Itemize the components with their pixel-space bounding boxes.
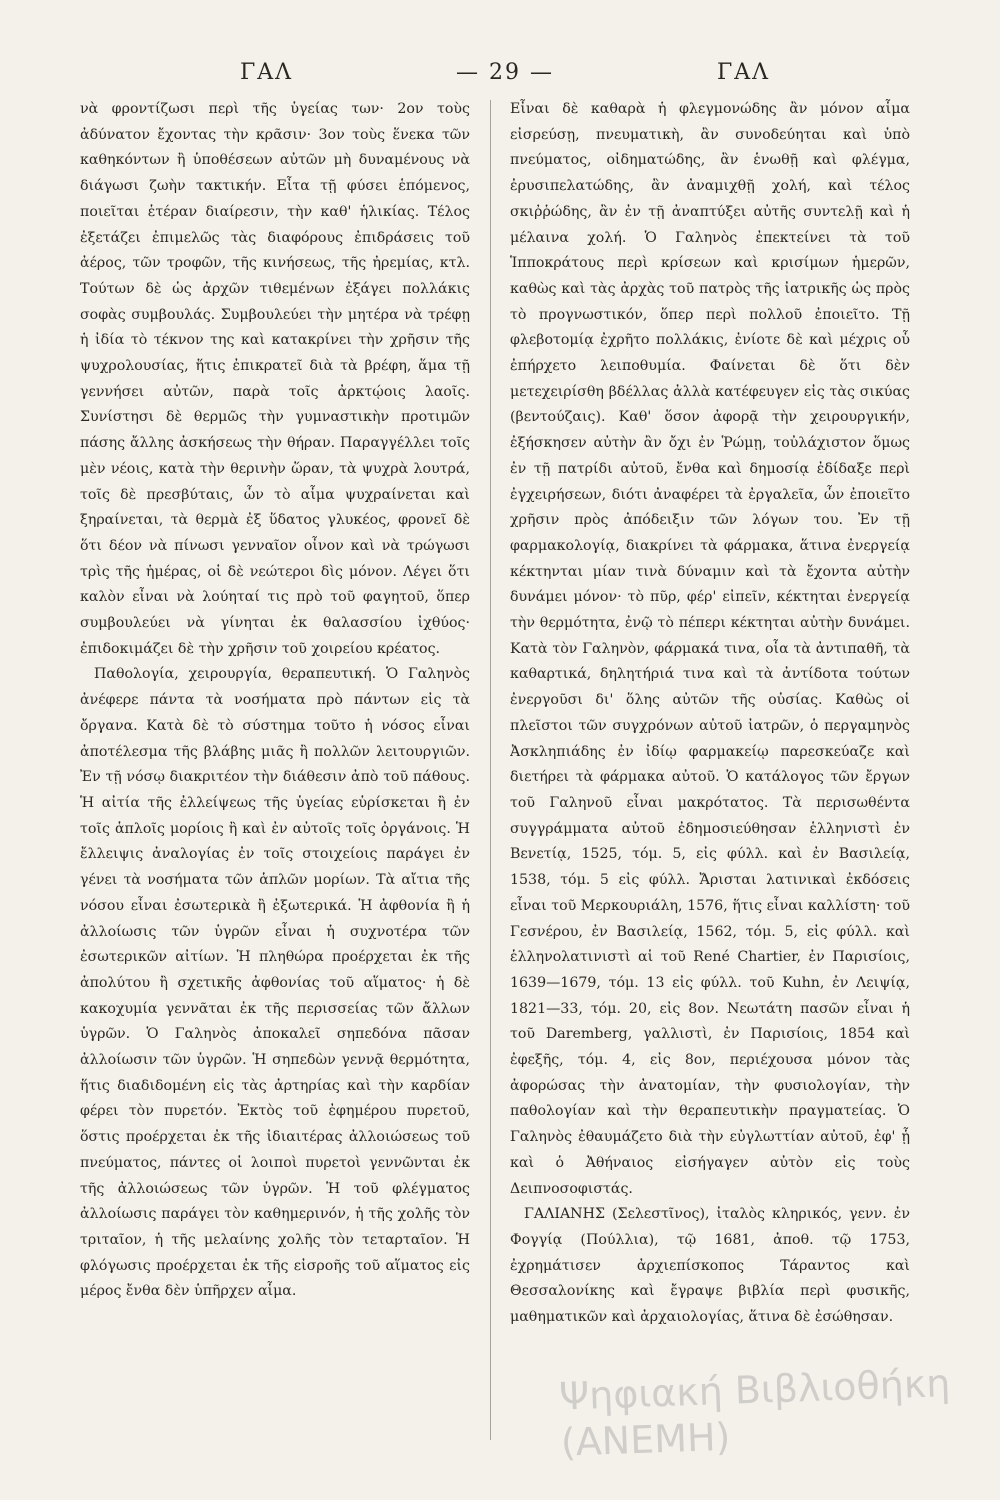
right-paragraph-galen: Εἶναι δὲ καθαρὰ ἡ φλεγμονώδης ἂν μόνον αἷμα εἰσρεύσῃ, πνευματικὴ, ἂν συνοδεύηται καὶ ὑπὸ πνεύματος, οἰδηματώδης, ἂν ἑνωθῇ καὶ φλέγμα, ἐρυσιπελατώδης, ἂν ἀναμιχθῇ χολή, καὶ τέλος σκιῤῥώδης, ἂν ἐν τῇ ἀναπτύξει αὐτῆς συντελῇ καὶ ἡ μέλαινα χολή. Ὁ Γαληνὸς ἐπεκτείνει τὰ τοῦ Ἱπποκράτους περὶ κρίσεων καὶ κρισίμων ἡμερῶν, καθὼς καὶ τὰς ἀρχὰς τοῦ πατρὸς τῆς ἰατρικῆς ὡς πρὸς τὸ προγνωστικόν, ὅπερ περὶ πολλοῦ ἐποιεῖτο. Τῇ φλεβοτομίᾳ ἐχρῆτο πολλάκις, ἐνίοτε δὲ καὶ μέχρις οὗ ἐπήρχετο λειποθυμία. Φαίνεται δὲ ὅτι δὲν μετεχειρίσθη βδέλλας ἀλλὰ κατέφευγεν εἰς τὰς σικύας (βεντούζαις). Καθ' ὅσον ἀφορᾷ τὴν χειρουργικήν, ἐξήσκησεν αὐτὴν ἂν ὄχι ἐν Ῥώμῃ, τοὐλάχιστον ὅμως ἐν τῇ πατρίδι αὐτοῦ, ἔνθα καὶ δημοσίᾳ ἐδίδαξε περὶ ἐγχειρήσεων, διότι ἀναφέρει τὰ ἐργαλεῖα, ὧν ἐποιεῖτο χρῆσιν πρὸς ἀπόδειξιν τῶν λόγων του. Ἐν τῇ φαρμακολογίᾳ, διακρίνει τὰ φάρμακα, ἅτινα ἐνεργείᾳ κέκτηνται μίαν τινὰ δύναμιν καὶ τὰ ἔχοντα αὐτὴν δυνάμει μόνον· τὸ πῦρ, φέρ' εἰπεῖν, κέκτηται ἐνεργείᾳ τὴν θερμότητα, ἐνῷ τὸ πέπερι κέκτηται αὐτὴν δυνάμει. Κατὰ τὸν Γαληνὸν, φάρμακά τινα, οἷα τὰ ἀντιπαθῆ, τὰ καθαρτικά, δηλητήριά τινα καὶ τὰ ἀντίδοτα τούτων ἐνεργοῦσι δι' ὅλης αὐτῶν τῆς οὐσίας. Καθὼς οἱ πλεῖστοι τῶν συγχρόνων αὐτοῦ ἰατρῶν, ὁ περγαμηνὸς Ἀσκληπιάδης ἐν ἰδίῳ φαρμακείῳ παρεσκεύαζε καὶ διετήρει τὰ φάρμακα αὐτοῦ. Ὁ κατάλογος τῶν ἔργων τοῦ Γαληνοῦ εἶναι μακρότατος. Τὰ περισωθέντα συγγράμματα αὐτοῦ ἐδημοσιεύθησαν ἑλληνιστὶ ἐν Βενετίᾳ, 1525, τόμ. 5, εἰς φύλλ. καὶ ἐν Βασιλείᾳ, 1538, τόμ. 5 εἰς φύλλ. Ἄρισται λατινικαὶ ἐκδόσεις εἶναι τοῦ Μερκουριάλη, 1576, ἥτις εἶναι καλλίστη· τοῦ Γεσνέρου, ἐν Βασιλείᾳ, 1562, τόμ. 5, εἰς φύλλ. καὶ ἑλληνολατινιστὶ αἱ τοῦ René Chartier, ἐν Παρισίοις, 1639—1679, τόμ. 13 εἰς φύλλ. τοῦ Kuhn, ἐν Λειψίᾳ, 1821—33, τόμ. 20, εἰς 8ον. Νεωτάτη πασῶν εἶναι ἡ τοῦ Daremberg, γαλλιστὶ, ἐν Παρισίοις, 1854 καὶ ἐφεξῆς, τόμ. 4, εἰς 8ον, περιέχουσα μόνον τὰς ἀφορώσας τὴν ἀνατομίαν, τὴν φυσιολογίαν, τὴν παθολογίαν καὶ τὴν θεραπευτικὴν πραγματείας. Ὁ Γαληνὸς ἐθαυμάζετο διὰ τὴν εὐγλωττίαν αὐτοῦ, ἐφ' ᾗ καὶ ὁ Ἀθήναιος εἰσήγαγεν αὐτὸν εἰς τοὺς Δειπνοσοφιστάς. [510,101,910,1197]
left-paragraph-hygiene: νὰ φροντίζωσι περὶ τῆς ὑγείας των· 2ον τοὺς ἀδύνατον ἔχοντας τὴν κρᾶσιν· 3ον τοὺς ἕνεκα τῶν καθηκόντων ἢ ὑποθέσεων αὐτῶν μὴ δυναμένους νὰ διάγωσι ζωὴν τακτικήν. Εἶτα τῇ φύσει ἑπόμενος, ποιεῖται ἑτέραν διαίρεσιν, τὴν καθ' ἡλικίας. Τέλος ἐξετάζει ἐπιμελῶς τὰς διαφόρους ἐπιδράσεις τοῦ ἀέρος, τῶν τροφῶν, τῆς κινήσεως, τῆς ἠρεμίας, κτλ. Τούτων δὲ ὡς ἀρχῶν τιθεμένων ἐξάγει πολλάκις σοφὰς συμβουλάς. Συμβουλεύει τὴν μητέρα νὰ τρέφῃ ἡ ἰδία τὸ τέκνον της καὶ κατακρίνει τὴν χρῆσιν τῆς ψυχρολουσίας, ἥτις ἐπικρατεῖ διὰ τὰ βρέφη, ἅμα τῇ γεννήσει αὐτῶν, παρὰ τοῖς ἀρκτῴοις λαοῖς. Συνίστησι δὲ θερμῶς τὴν γυμναστικὴν προτιμῶν πάσης ἄλλης ἀσκήσεως τὴν θήραν. Παραγγέλλει τοῖς μὲν νέοις, κατὰ τὴν θερινὴν ὥραν, τὰ ψυχρὰ λουτρά, τοῖς δὲ πρεσβύταις, ὧν τὸ αἷμα ψυχραίνεται καὶ ξηραίνεται, τὰ θερμὰ ἐξ ὕδατος γλυκέος, φρονεῖ δὲ ὅτι δέον νὰ πίνωσι γενναῖον οἶνον καὶ νὰ τρώγωσι τρὶς τῆς ἡμέρας, οἱ δὲ νεώτεροι δὶς μόνον. Λέγει ὅτι καλὸν εἶναι νὰ λούηταί τις πρὸ τοῦ φαγητοῦ, ὅπερ συμβουλεύει νὰ γίνηται ἐκ θαλασσίου ἰχθύος· ἐπιδοκιμάζει δὲ τὴν χρῆσιν τοῦ χοιρείου κρέατος. [80,101,470,657]
running-head-left: ΓΑΛ [240,59,294,85]
watermark-line-1: Ψηφιακή Βιβλιοθήκη [558,1361,951,1419]
left-column [80,97,470,1442]
right-paragraph-galianis: ΓΑΛΙΑΝΗΣ (Σελεστῖνος), ἰταλὸς κληρικός, γενν. ἐν Φογγίᾳ (Πούλλια), τῷ 1681, ἀποθ. τῷ 1753, ἐχρημάτισεν ἀρχιεπίσκοπος Τάραντος καὶ Θεσσαλονίκης καὶ ἔγραψε βιβλία περὶ φυσικῆς, μαθηματικῶν καὶ ἀρχαιολογίας, ἅτινα δὲ ἐσώθησαν. [510,1206,910,1326]
column-divider [490,100,491,1440]
watermark-line-2: (ΑΝΕΜΗ) [560,1414,732,1465]
page-number: — 29 — [456,59,554,85]
running-head-right: ΓΑΛ [716,59,770,85]
left-paragraph-pathology: Παθολογία, χειρουργία, θεραπευτική. Ὁ Γαληνὸς ἀνέφερε πάντα τὰ νοσήματα πρὸ πάντων εἰς τὰ ὄργανα. Κατὰ δὲ τὸ σύστημα τοῦτο ἡ νόσος εἶναι ἀποτέλεσμα τῆς βλάβης μιᾶς ἢ πολλῶν λειτουργιῶν. Ἐν τῇ νόσῳ διακριτέον τὴν διάθεσιν ἀπὸ τοῦ πάθους. Ἡ αἰτία τῆς ἐλλείψεως τῆς ὑγείας εὑρίσκεται ἢ ἐν τοῖς ἁπλοῖς μορίοις ἢ καὶ ἐν αὐτοῖς τοῖς ὀργάνοις. Ἡ ἔλλειψις ἀναλογίας ἐν τοῖς στοιχείοις παράγει ἐν γένει τὰ νοσήματα τῶν ἁπλῶν μορίων. Τὰ αἴτια τῆς νόσου εἶναι ἐσωτερικὰ ἢ ἐξωτερικά. Ἡ ἀφθονία ἢ ἡ ἀλλοίωσις τῶν ὑγρῶν εἶναι ἡ συχνοτέρα τῶν ἐσωτερικῶν αἰτίων. Ἡ πληθώρα προέρχεται ἐκ τῆς ἀπολύτου ἢ σχετικῆς ἀφθονίας τοῦ αἵματος· ἡ δὲ κακοχυμία γεννᾶται ἐκ τῆς περισσείας τῶν ἄλλων ὑγρῶν. Ὁ Γαληνὸς ἀποκαλεῖ σηπεδόνα πᾶσαν ἀλλοίωσιν τῶν ὑγρῶν. Ἡ σηπεδὼν γεννᾷ θερμότητα, ἥτις διαδιδομένη εἰς τὰς ἀρτηρίας καὶ τὴν καρδίαν φέρει τὸν πυρετόν. Ἐκτὸς τοῦ ἐφημέρου πυρετοῦ, ὅστις προέρχεται ἐκ τῆς ἰδιαιτέρας ἀλλοιώσεως τοῦ πνεύματος, πάντες οἱ λοιποὶ πυρετοὶ γεννῶνται ἐκ τῆς ἀλλοιώσεως τῶν ὑγρῶν. Ἡ τοῦ φλέγματος ἀλλοίωσις παράγει τὸν καθημερινόν, ἡ τῆς χολῆς τὸν τριταῖον, ἡ τῆς μελαίνης χολῆς τὸν τεταρταῖον. Ἡ φλόγωσις προέρχεται ἐκ τῆς εἰσροῆς τοῦ αἵματος εἰς μέρος ἔνθα δὲν ὑπῆρχεν αἷμα. [80,666,470,1300]
right-column [510,97,910,1442]
running-head [70,52,950,92]
